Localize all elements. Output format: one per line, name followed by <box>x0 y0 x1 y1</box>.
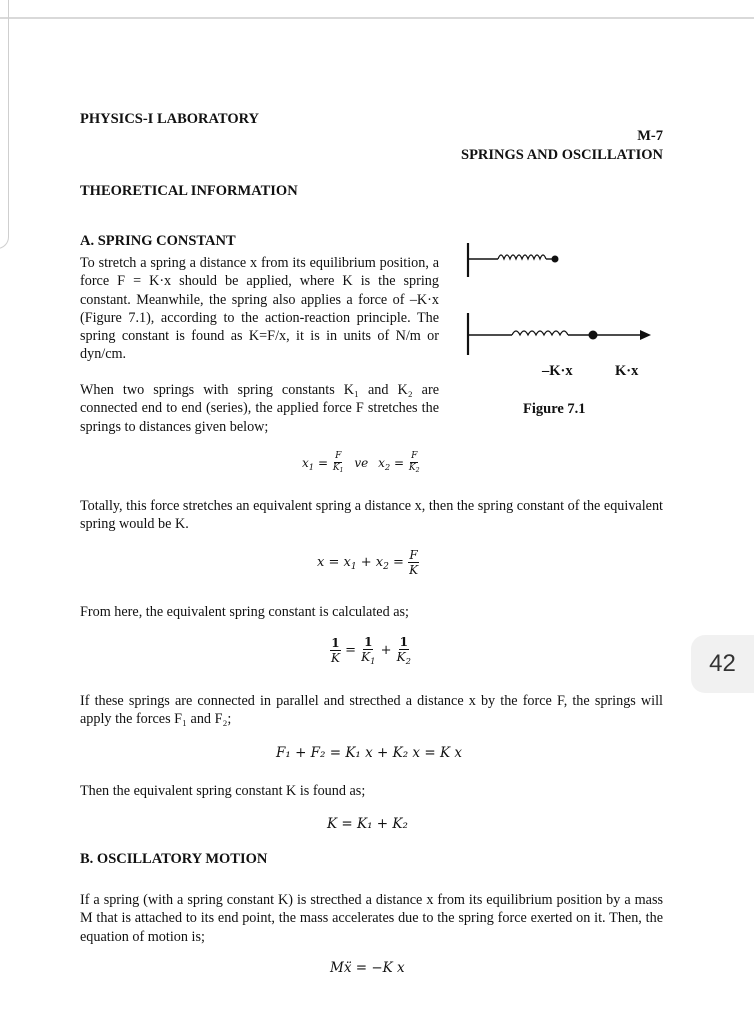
spring-diagram-stretched <box>468 313 651 355</box>
figure-caption: Figure 7.1 <box>523 401 586 417</box>
oscillatory-motion-heading: B. OSCILLATORY MOTION <box>80 851 268 867</box>
page-number-badge[interactable]: 42 <box>691 635 754 693</box>
section-heading: THEORETICAL INFORMATION <box>80 183 298 199</box>
series-paragraph: When two springs with spring constants K₁ and K₂ are connected end to end (series), the applied force F stretches the springs to distances given below; <box>80 382 439 435</box>
equation-connector: ve <box>354 455 369 470</box>
equation-series-displacements: $x_1$ = $\frac{F}{K_1}$ ve $x_2$ = $\frac{F}{K_2}$ <box>302 451 420 475</box>
equation-series-constant: $\frac{1}{K}$ = $\frac{1}{K_1}$ + $\frac{1}{K_2}$ <box>331 635 411 666</box>
equation-total-displacement: $x = x_1 + x_2$ = $\frac{F}{K}$ <box>317 548 419 577</box>
equivalent-spring-paragraph: Totally, this force stretches an equivalent spring a distance x, then the spring constant of the equivalent spring would be K. <box>80 498 663 533</box>
figure-label-applied-force: K·x <box>615 363 639 379</box>
series-result-paragraph: From here, the equivalent spring constant is calculated as; <box>80 604 409 620</box>
equation-parallel-forces: F₁ + F₂ = K₁ x + K₂ x = K x <box>276 745 462 761</box>
experiment-code: M-7 <box>637 128 663 144</box>
spring-figure <box>460 235 660 365</box>
experiment-title: SPRINGS AND OSCILLATION <box>461 147 663 163</box>
viewer-panel-edge <box>0 0 9 249</box>
parallel-result-paragraph: Then the equivalent spring constant K is found as; <box>80 783 366 799</box>
course-title: PHYSICS-I LABORATORY <box>80 111 260 127</box>
equation-parallel-constant: K = K₁ + K₂ <box>327 816 408 832</box>
spring-constant-heading: A. SPRING CONSTANT <box>80 233 236 249</box>
parallel-paragraph: If these springs are connected in parallel and strecthed a distance x by the force F, the springs will apply the forces F₁ and F₂; <box>80 693 663 728</box>
spring-constant-paragraph: To stretch a spring a distance x from its equilibrium position, a force F = K·x should be applied, where K is the spring constant. Meanwhile, the spring also applies a force of –K·x (Figure 7.1), according to the action-reaction principle. The spring constant is found as K=F/x, it is in units of N/m or dyn/cm. <box>80 255 439 363</box>
figure-label-restoring-force: –K·x <box>542 363 573 379</box>
equation-of-motion: Mẍ = −K x <box>330 960 405 976</box>
viewer-top-divider <box>0 17 754 19</box>
oscillatory-motion-paragraph: If a spring (with a spring constant K) is strecthed a distance x from its equilibrium position by a mass M that is attached to its end point, the mass accelerates due to the spring force exerted on it. Then, the equation of motion is; <box>80 892 663 945</box>
spring-diagram-relaxed <box>468 243 559 277</box>
